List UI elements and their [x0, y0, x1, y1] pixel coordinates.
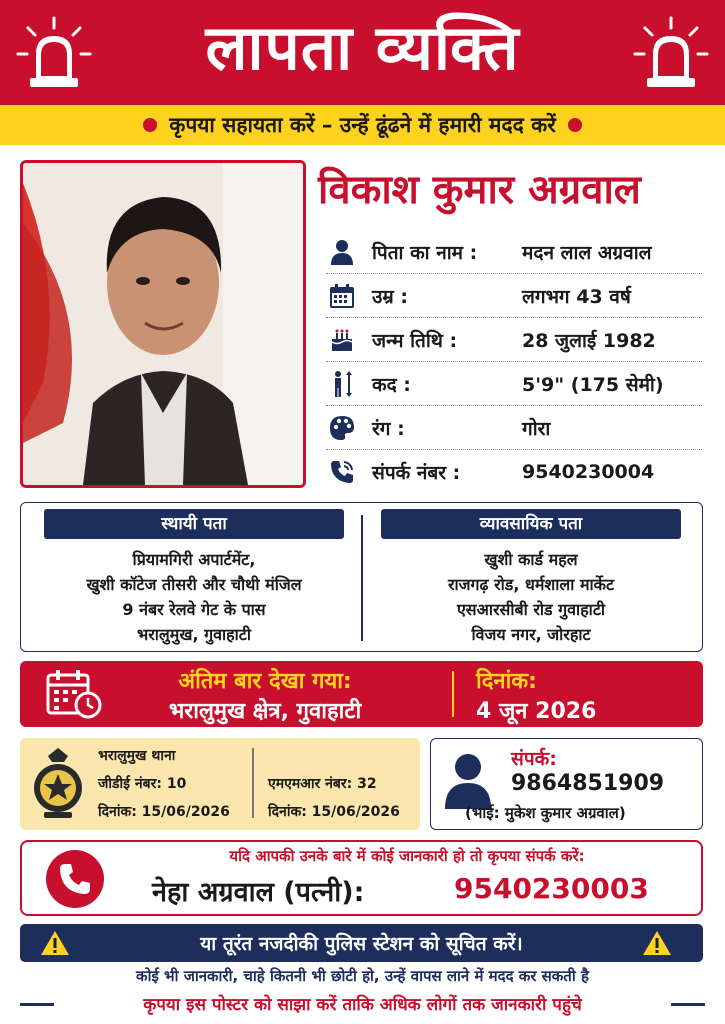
divider	[452, 671, 454, 717]
brother-contact-box	[430, 738, 703, 830]
business-address-title: व्यावसायिक पता	[381, 509, 681, 539]
phone-call-icon	[326, 457, 358, 487]
police-station: भरालुमुख थाना	[98, 748, 176, 764]
person-photo	[20, 160, 306, 488]
palette-icon	[326, 413, 358, 443]
address-line: 9 नंबर रेलवे गेट के पास	[122, 600, 266, 619]
gd-date: दिनांक: 15/06/2026	[98, 804, 230, 820]
detail-value: 28 जुलाई 1982	[522, 329, 656, 352]
contact-relation: (भाई: मुकेश कुमार अग्रवाल)	[465, 804, 626, 822]
header-banner	[0, 0, 725, 105]
detail-value: लगभग 43 वर्ष	[522, 285, 631, 308]
siren-icon	[631, 14, 711, 94]
detail-label: उम्र :	[372, 285, 408, 308]
calendar-clock-icon	[46, 669, 102, 719]
detail-row-height	[326, 362, 702, 406]
mr-date: दिनांक: 15/06/2026	[268, 804, 400, 820]
detail-value: गोरा	[522, 417, 551, 440]
detail-label: कद :	[372, 373, 411, 396]
contact-prompt: यदि आपकी उनके बारे में कोई जानकारी हो तो कृपया संपर्क करें:	[229, 847, 585, 865]
person-details	[326, 230, 702, 494]
siren-icon	[14, 14, 94, 94]
detail-value: मदन लाल अग्रवाल	[522, 241, 652, 264]
poster-title: लापता व्यक्ति	[205, 11, 520, 84]
height-icon	[326, 369, 358, 399]
address-line: खुशी कार्ड महल	[484, 550, 578, 569]
divider	[361, 515, 363, 641]
last-seen-label: अंतिम बार देखा गया:	[178, 669, 352, 694]
address-line: राजगढ़ रोड, धर्मशाला मार्केट	[447, 575, 615, 594]
police-emblem-icon	[30, 746, 86, 822]
permanent-address	[29, 503, 359, 647]
contact-number[interactable]: 9864851909	[511, 771, 665, 796]
footer-note: कोई भी जानकारी, चाहे कितनी भी छोटी हो, उन्हें वापस लाने में मदद कर सकती है	[136, 967, 589, 985]
divider	[252, 748, 254, 818]
gd-number: जीडीई नंबर: 10	[98, 776, 187, 792]
address-line: भरालुमुख, गुवाहाटी	[137, 625, 251, 644]
person-icon	[443, 753, 493, 809]
address-section	[20, 502, 703, 652]
detail-row-contact	[326, 450, 702, 494]
address-line: एसआरसीबी रोड गुवाहाटी	[456, 600, 606, 619]
police-notice-bar	[20, 924, 703, 962]
contact-label: संपर्क:	[511, 748, 557, 770]
permanent-address-title: स्थायी पता	[44, 509, 344, 539]
person-icon	[326, 237, 358, 267]
detail-row-age	[326, 274, 702, 318]
police-case-box	[20, 738, 420, 830]
bullet-dot	[568, 118, 582, 132]
address-line: खुशी कॉटेज तीसरी और चौथी मंजिल	[86, 575, 302, 594]
detail-value: 5'9" (175 सेमी)	[522, 373, 664, 396]
person-name: विकाश कुमार अग्रवाल	[318, 167, 641, 213]
last-seen-date: 4 जून 2026	[476, 699, 597, 724]
business-address	[366, 503, 696, 647]
detail-row-complexion	[326, 406, 702, 450]
detail-label: पिता का नाम :	[372, 241, 478, 264]
detail-value: 9540230004	[522, 461, 655, 483]
warning-icon	[40, 930, 70, 956]
primary-contact-name: नेहा अग्रवाल (पत्नी):	[152, 877, 365, 908]
detail-label: रंग :	[372, 417, 405, 440]
bullet-dot	[143, 118, 157, 132]
primary-contact-box	[20, 840, 703, 916]
last-seen-place: भरालुमुख क्षेत्र, गुवाहाटी	[168, 699, 362, 724]
birthday-cake-icon	[326, 325, 358, 355]
address-line: विजय नगर, जोरहाट	[471, 625, 591, 644]
police-notice-text: या तूरंत नजदीकी पुलिस स्टेशन को सूचित करें।	[200, 933, 523, 955]
primary-contact-number[interactable]: 9540230003	[454, 872, 649, 905]
poster-subtitle: कृपया सहायता करें – उन्हें ढूंढने में हमारी मदद करें	[169, 113, 556, 137]
divider	[671, 1003, 705, 1006]
last-seen-banner	[20, 661, 703, 727]
subtitle-bar	[0, 105, 725, 145]
detail-label: जन्म तिथि :	[372, 329, 458, 352]
phone-icon	[46, 850, 104, 908]
address-line: प्रियामगिरी अपार्टमेंट,	[132, 550, 256, 569]
warning-icon	[642, 930, 672, 956]
detail-row-father	[326, 230, 702, 274]
mr-number: एमएमआर नंबर: 32	[268, 776, 377, 792]
share-request: कृपया इस पोस्टर को साझा करें ताकि अधिक लोगों तक जानकारी पहुंचे	[143, 995, 582, 1015]
calendar-icon	[326, 281, 358, 311]
detail-row-dob	[326, 318, 702, 362]
detail-label: संपर्क नंबर :	[372, 462, 461, 484]
last-seen-date-label: दिनांक:	[476, 669, 537, 694]
